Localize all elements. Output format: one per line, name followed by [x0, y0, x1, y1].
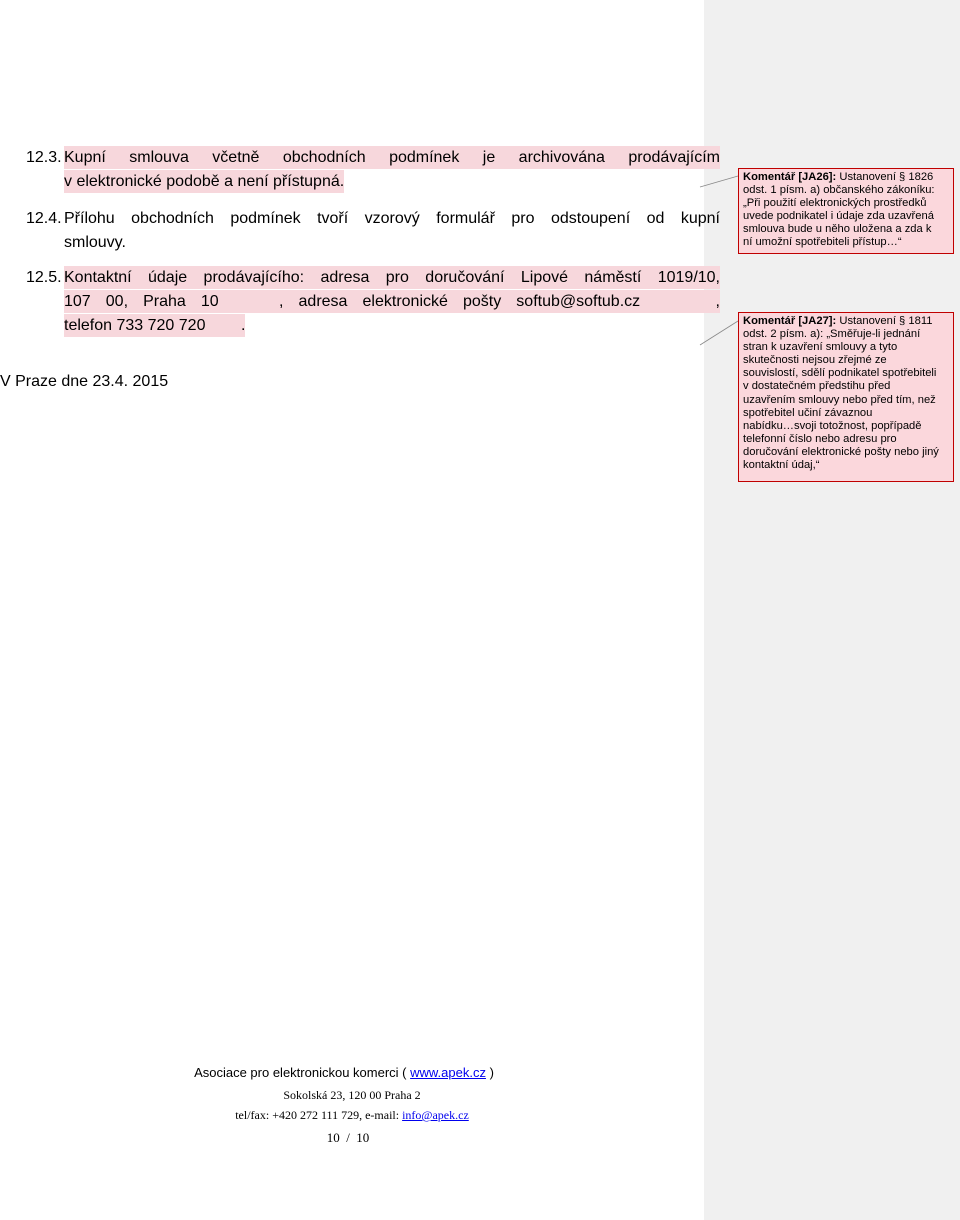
comment-line: Ustanovení § 1826 [839, 171, 934, 183]
clause-number: 12.5. [26, 269, 62, 286]
comment-line: spotřebitel učiní závaznou [743, 406, 873, 419]
footer-website-link[interactable]: www.apek.cz [410, 1065, 486, 1080]
comment-line: odst. 1 písm. a) občanského zákoníku: [743, 184, 935, 197]
comment-ja26[interactable] [738, 168, 954, 254]
comment-line: kontaktní údaj,“ [743, 459, 820, 472]
clause-text-line: Kontaktní údaje prodávajícího: adresa pro doručování Lipové náměstí 1019/10, [64, 266, 720, 289]
comment-line: ní umožní spotřebiteli přístup…“ [743, 236, 902, 249]
clause-number: 12.3. [26, 149, 62, 166]
comment-line: skutečnosti nejsou zřejmé ze [743, 354, 887, 367]
comment-title: Komentář [JA26]: [743, 171, 837, 183]
clause-number: 12.4. [26, 210, 62, 227]
comment-ja27[interactable] [738, 312, 954, 482]
clause-text-line: Přílohu obchodních podmínek tvoří vzorový formulář pro odstoupení od kupní [64, 210, 720, 227]
comment-title: Komentář [JA27]: [743, 315, 837, 327]
comment-line: nabídku…svoji totožnost, popřípadě [743, 419, 922, 432]
comment-line: uzavřením smlouvy nebo před tím, než [743, 393, 936, 406]
date-line: V Praze dne 23.4. 2015 [0, 373, 169, 390]
footer-organization [0, 1065, 696, 1080]
page-number: 10 / 10 [326, 1130, 370, 1145]
footer-org-text: Asociace pro elektronickou komerci ( [194, 1065, 411, 1080]
clause-text-line: 107 00, Praha 10 , adresa elektronické pošty softub@softub.cz , [64, 290, 720, 313]
footer-contact [0, 1108, 704, 1123]
comment-line: uvede podnikatel i údaje zda uzavřená [743, 210, 934, 223]
footer-org-suffix: ) [485, 1065, 494, 1080]
comment-line: Ustanovení § 1811 [839, 315, 933, 327]
comment-line: doručování elektronické pošty nebo jiný [743, 445, 939, 458]
clause-text-line: telefon 733 720 720 . [64, 314, 245, 337]
comment-line: telefonní číslo nebo adresu pro [743, 432, 897, 445]
clause-text-line: Kupní smlouva včetně obchodních podmínek je archivována prodávajícím [64, 146, 720, 169]
comment-line: souvislostí, sdělí podnikatel spotřebiteli [743, 367, 937, 380]
footer-address: Sokolská 23, 120 00 Praha 2 [283, 1088, 421, 1102]
comment-line: stran k uzavření smlouvy a tyto [743, 341, 898, 354]
comment-line: v dostatečném předstihu před [743, 380, 891, 393]
comment-line: smlouva bude u něho uložena a zda k [743, 223, 932, 236]
footer-email-link[interactable]: info@apek.cz [402, 1108, 469, 1122]
clause-text-line: smlouvy. [64, 234, 126, 251]
comment-line: odst. 2 písm. a): „Směřuje-li jednání [743, 328, 921, 341]
comment-line: „Při použití elektronických prostředků [743, 197, 927, 210]
clause-text-line: v elektronické podobě a není přístupná. [64, 170, 344, 193]
footer-contact-text: tel/fax: +420 272 111 729, e-mail: [235, 1108, 403, 1122]
